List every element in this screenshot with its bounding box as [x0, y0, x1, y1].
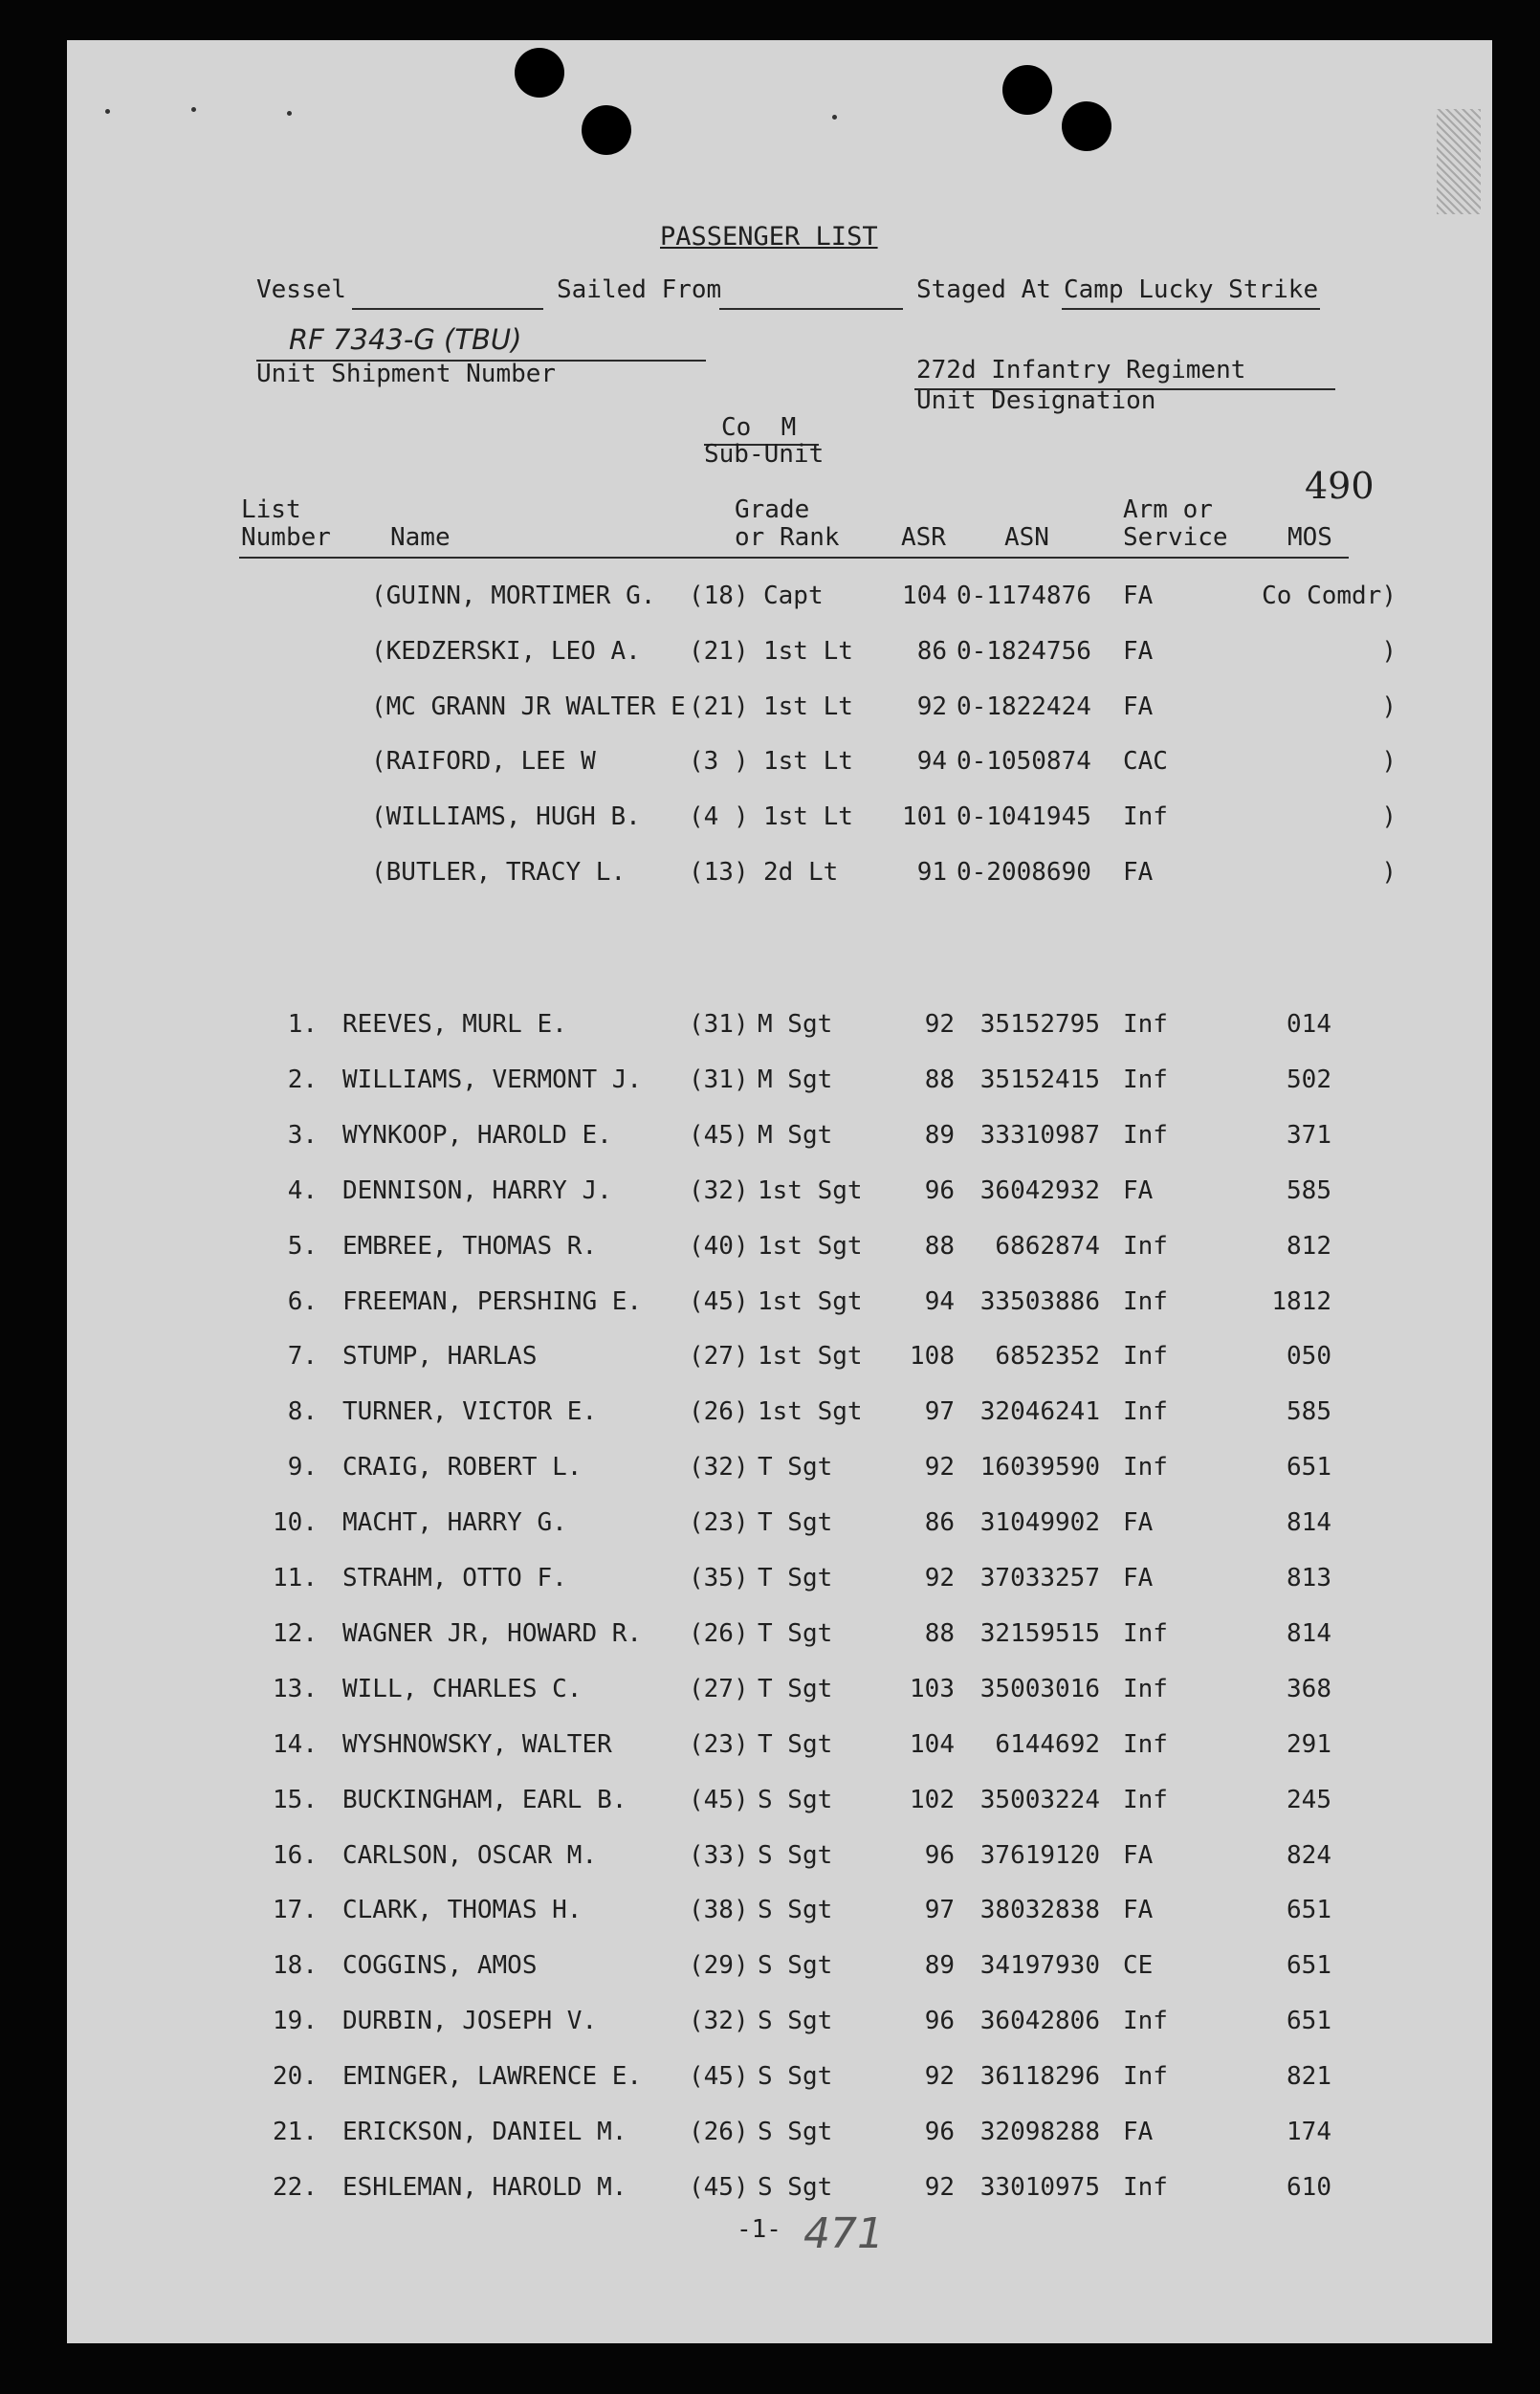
soldier-arm: CE [1123, 1951, 1154, 1981]
soldier-code: (45) [689, 1785, 749, 1814]
col-arm-line2: Service [1123, 523, 1228, 552]
officer-arm: Inf [1123, 802, 1168, 832]
enlisted-row [67, 1065, 1492, 1104]
soldier-arm: Inf [1123, 1120, 1168, 1150]
officer-asn: 0-1174876 [957, 582, 1091, 610]
soldier-asr: 88 [924, 1065, 955, 1094]
officer-note: ) [1381, 692, 1397, 721]
officer-name: (KEDZERSKI, LEO A. [371, 636, 641, 666]
col-mos: MOS [1287, 523, 1332, 552]
soldier-asn: 35152795 [979, 1010, 1100, 1039]
enlisted-row [67, 1121, 1492, 1159]
soldier-code: (27) [689, 1674, 749, 1703]
soldier-rank: T Sgt [758, 1674, 833, 1703]
soldier-mos: 651 [1287, 1453, 1331, 1483]
officer-rank: Capt [763, 582, 824, 610]
soldier-name: DURBIN, JOSEPH V. [342, 2007, 598, 2036]
enlisted-row [67, 1453, 1492, 1491]
officer-code: (4 ) [689, 802, 749, 832]
soldier-asn: 32098288 [979, 2118, 1100, 2146]
enlisted-row [67, 2173, 1492, 2211]
soldier-name: ERICKSON, DANIEL M. [342, 2118, 627, 2146]
officer-asn: 0-1822424 [957, 692, 1091, 721]
soldier-asn: 34197930 [979, 1951, 1100, 1981]
soldier-arm: FA [1123, 1840, 1154, 1870]
soldier-name: WILLIAMS, VERMONT J. [342, 1065, 643, 1094]
shipment-number-label: Unit Shipment Number [256, 360, 557, 388]
soldier-mos: 651 [1287, 1896, 1331, 1925]
soldier-asr: 96 [924, 2118, 955, 2146]
punch-hole [1062, 101, 1111, 151]
soldier-name: WYSHNOWSKY, WALTER [342, 1729, 612, 1759]
soldier-asn: 33310987 [979, 1120, 1100, 1150]
soldier-mos: 813 [1287, 1564, 1331, 1592]
soldier-arm: Inf [1123, 1785, 1168, 1814]
enlisted-row [67, 1564, 1492, 1602]
officer-asr: 91 [916, 858, 947, 887]
soldier-rank: 1st Sgt [758, 1342, 863, 1372]
list-number: 21. [273, 2118, 318, 2146]
officer-name: (BUTLER, TRACY L. [371, 858, 627, 887]
soldier-name: TURNER, VICTOR E. [342, 1397, 598, 1427]
officer-asn: 0-1041945 [957, 802, 1091, 832]
punch-hole [1002, 65, 1052, 115]
soldier-asn: 6862874 [995, 1231, 1100, 1261]
soldier-asr: 88 [924, 1231, 955, 1261]
officer-arm: CAC [1123, 747, 1168, 777]
soldier-rank: 1st Sgt [758, 1231, 863, 1261]
soldier-mos: 814 [1287, 1508, 1331, 1538]
soldier-arm: Inf [1123, 1729, 1168, 1759]
soldier-asn: 35152415 [979, 1065, 1100, 1094]
officer-note: ) [1381, 802, 1397, 832]
soldier-mos: 812 [1287, 1231, 1331, 1261]
soldier-rank: S Sgt [758, 2007, 833, 2036]
soldier-name: REEVES, MURL E. [342, 1010, 567, 1039]
soldier-rank: M Sgt [758, 1120, 833, 1150]
soldier-asn: 36042806 [979, 2007, 1100, 2036]
officer-name: (MC GRANN JR WALTER E [371, 692, 686, 721]
soldier-asr: 89 [924, 1951, 955, 1981]
officer-name: (RAIFORD, LEE W [371, 747, 596, 777]
officer-note: ) [1381, 747, 1397, 777]
soldier-mos: 651 [1287, 1951, 1331, 1981]
col-arm-line1: Arm or [1123, 495, 1213, 524]
col-asn: ASN [1004, 523, 1049, 552]
officer-arm: FA [1123, 858, 1154, 887]
soldier-code: (45) [689, 2062, 749, 2092]
officer-code: (13) [689, 858, 749, 887]
officer-asn: 0-1824756 [957, 636, 1091, 666]
staged-at-field-line [1062, 308, 1320, 310]
soldier-rank: S Sgt [758, 2062, 833, 2092]
soldier-asr: 108 [910, 1342, 955, 1372]
soldier-code: (29) [689, 1951, 749, 1981]
soldier-arm: Inf [1123, 1453, 1168, 1483]
soldier-arm: Inf [1123, 2007, 1168, 2036]
officer-note: ) [1381, 858, 1397, 887]
soldier-asn: 38032838 [979, 1896, 1100, 1925]
list-number: 6. [287, 1286, 318, 1316]
soldier-asn: 37619120 [979, 1840, 1100, 1870]
soldier-asn: 36042932 [979, 1175, 1100, 1205]
soldier-arm: FA [1123, 2118, 1154, 2146]
soldier-asn: 35003016 [979, 1674, 1100, 1703]
soldier-arm: Inf [1123, 1397, 1168, 1427]
officer-row [67, 637, 1492, 675]
soldier-asn: 33010975 [979, 2172, 1100, 2202]
soldier-mos: 368 [1287, 1674, 1331, 1703]
soldier-asr: 102 [910, 1785, 955, 1814]
soldier-name: FREEMAN, PERSHING E. [342, 1286, 643, 1316]
soldier-code: (32) [689, 2007, 749, 2036]
shipment-number-value: RF 7343-G (TBU) [289, 323, 522, 356]
soldier-rank: T Sgt [758, 1453, 833, 1483]
officer-asr: 94 [916, 747, 947, 777]
soldier-mos: 014 [1287, 1010, 1331, 1039]
list-number: 15. [273, 1785, 318, 1814]
list-number: 19. [273, 2007, 318, 2036]
officer-code: (21) [689, 636, 749, 666]
officer-asr: 86 [916, 636, 947, 666]
officer-row [67, 802, 1492, 841]
col-list-line2: Number [241, 523, 331, 552]
soldier-arm: FA [1123, 1508, 1154, 1538]
officer-arm: FA [1123, 636, 1154, 666]
soldier-code: (33) [689, 1840, 749, 1870]
soldier-rank: 1st Sgt [758, 1175, 863, 1205]
soldier-arm: Inf [1123, 1010, 1168, 1039]
soldier-asn: 16039590 [979, 1453, 1100, 1483]
soldier-name: COGGINS, AMOS [342, 1951, 538, 1981]
soldier-asr: 97 [924, 1896, 955, 1925]
officer-asr: 101 [902, 802, 947, 832]
list-number: 1. [287, 1010, 318, 1039]
soldier-asn: 32046241 [979, 1397, 1100, 1427]
soldier-asn: 37033257 [979, 1564, 1100, 1592]
soldier-arm: Inf [1123, 2172, 1168, 2202]
soldier-mos: 651 [1287, 2007, 1331, 2036]
soldier-mos: 174 [1287, 2118, 1331, 2146]
list-number: 9. [287, 1453, 318, 1483]
soldier-mos: 502 [1287, 1065, 1331, 1094]
speck [105, 109, 110, 114]
soldier-code: (26) [689, 2118, 749, 2146]
header-rule [239, 557, 1349, 559]
soldier-rank: M Sgt [758, 1010, 833, 1039]
list-number: 18. [273, 1951, 318, 1981]
soldier-code: (45) [689, 1120, 749, 1150]
soldier-mos: 1812 [1271, 1286, 1331, 1316]
speck [832, 115, 837, 120]
soldier-asr: 104 [910, 1729, 955, 1759]
page-number: -1- [737, 2215, 781, 2244]
col-grade-line1: Grade [735, 495, 810, 524]
list-number: 5. [287, 1231, 318, 1261]
enlisted-row [67, 1397, 1492, 1436]
officer-row [67, 582, 1492, 620]
soldier-code: (23) [689, 1729, 749, 1759]
unit-designation-value: 272d Infantry Regiment [916, 356, 1246, 384]
list-number: 14. [273, 1729, 318, 1759]
soldier-code: (32) [689, 1175, 749, 1205]
soldier-code: (32) [689, 1453, 749, 1483]
officer-asr: 92 [916, 692, 947, 721]
handwritten-number: 471 [803, 2209, 884, 2258]
officer-arm: FA [1123, 692, 1154, 721]
soldier-name: CARLSON, OSCAR M. [342, 1840, 598, 1870]
soldier-name: DENNISON, HARRY J. [342, 1175, 612, 1205]
enlisted-row [67, 1786, 1492, 1824]
soldier-asr: 89 [924, 1120, 955, 1150]
list-number: 2. [287, 1065, 318, 1094]
enlisted-row [67, 1896, 1492, 1934]
soldier-rank: S Sgt [758, 1896, 833, 1925]
soldier-asr: 92 [924, 2172, 955, 2202]
staged-at-value: Camp Lucky Strike [1064, 275, 1319, 304]
officer-rank: 1st Lt [763, 636, 853, 666]
enlisted-row [67, 1508, 1492, 1547]
soldier-arm: Inf [1123, 1231, 1168, 1261]
soldier-mos: 050 [1287, 1342, 1331, 1372]
vessel-label: Vessel [256, 275, 346, 304]
soldier-arm: FA [1123, 1564, 1154, 1592]
soldier-asr: 97 [924, 1397, 955, 1427]
unit-designation-label: Unit Designation [916, 386, 1156, 415]
officer-code: (18) [689, 582, 749, 610]
soldier-rank: M Sgt [758, 1065, 833, 1094]
enlisted-row [67, 2118, 1492, 2156]
officer-row [67, 692, 1492, 731]
soldier-code: (35) [689, 1564, 749, 1592]
soldier-name: STUMP, HARLAS [342, 1342, 538, 1372]
officer-code: (3 ) [689, 747, 749, 777]
soldier-code: (23) [689, 1508, 749, 1538]
soldier-code: (38) [689, 1896, 749, 1925]
list-number: 22. [273, 2172, 318, 2202]
officer-rank: 1st Lt [763, 802, 853, 832]
soldier-code: (27) [689, 1342, 749, 1372]
officer-arm: FA [1123, 582, 1154, 610]
soldier-asr: 96 [924, 1840, 955, 1870]
soldier-mos: 821 [1287, 2062, 1331, 2092]
soldier-asr: 88 [924, 1618, 955, 1648]
punch-hole [582, 105, 631, 155]
vessel-field-line [352, 308, 543, 310]
sailed-from-label: Sailed From [557, 275, 722, 304]
stamp-number: 490 [1305, 465, 1375, 507]
soldier-asn: 6852352 [995, 1342, 1100, 1372]
staged-at-label: Staged At [916, 275, 1051, 304]
soldier-code: (40) [689, 1231, 749, 1261]
sub-unit-value: Co M [721, 413, 797, 442]
enlisted-row [67, 1951, 1492, 1989]
sailed-from-field-line [719, 308, 903, 310]
list-number: 7. [287, 1342, 318, 1372]
officer-asn: 0-1050874 [957, 747, 1091, 777]
enlisted-row [67, 1287, 1492, 1326]
list-number: 17. [273, 1896, 318, 1925]
soldier-rank: 1st Sgt [758, 1286, 863, 1316]
soldier-asr: 96 [924, 1175, 955, 1205]
officer-asr: 104 [902, 582, 947, 610]
soldier-name: WAGNER JR, HOWARD R. [342, 1618, 643, 1648]
soldier-mos: 585 [1287, 1175, 1331, 1205]
list-number: 8. [287, 1397, 318, 1427]
soldier-arm: Inf [1123, 1342, 1168, 1372]
soldier-rank: S Sgt [758, 2172, 833, 2202]
enlisted-row [67, 1232, 1492, 1270]
list-number: 3. [287, 1120, 318, 1150]
punch-hole [515, 48, 564, 98]
soldier-arm: Inf [1123, 1065, 1168, 1094]
soldier-name: WYNKOOP, HAROLD E. [342, 1120, 612, 1150]
soldier-rank: 1st Sgt [758, 1397, 863, 1427]
speck [191, 107, 196, 112]
officer-code: (21) [689, 692, 749, 721]
officer-rank: 1st Lt [763, 692, 853, 721]
soldier-code: (26) [689, 1397, 749, 1427]
soldier-arm: Inf [1123, 1286, 1168, 1316]
soldier-mos: 371 [1287, 1120, 1331, 1150]
officer-note: Co Comdr) [1262, 582, 1397, 610]
soldier-code: (26) [689, 1618, 749, 1648]
soldier-rank: T Sgt [758, 1564, 833, 1592]
soldier-name: ESHLEMAN, HAROLD M. [342, 2172, 627, 2202]
col-grade-line2: or Rank [735, 523, 840, 552]
soldier-code: (31) [689, 1010, 749, 1039]
list-number: 10. [273, 1508, 318, 1538]
enlisted-row [67, 1675, 1492, 1713]
soldier-asr: 96 [924, 2007, 955, 2036]
soldier-asr: 94 [924, 1286, 955, 1316]
soldier-asn: 32159515 [979, 1618, 1100, 1648]
col-name: Name [390, 523, 451, 552]
soldier-asr: 92 [924, 2062, 955, 2092]
document-page [67, 40, 1492, 2343]
list-number: 12. [273, 1618, 318, 1648]
officer-name: (GUINN, MORTIMER G. [371, 582, 656, 610]
soldier-name: CRAIG, ROBERT L. [342, 1453, 583, 1483]
soldier-rank: S Sgt [758, 2118, 833, 2146]
soldier-code: (45) [689, 2172, 749, 2202]
soldier-arm: FA [1123, 1175, 1154, 1205]
soldier-mos: 814 [1287, 1618, 1331, 1648]
soldier-name: STRAHM, OTTO F. [342, 1564, 567, 1592]
soldier-name: EMINGER, LAWRENCE E. [342, 2062, 643, 2092]
list-number: 20. [273, 2062, 318, 2092]
soldier-mos: 824 [1287, 1840, 1331, 1870]
soldier-name: CLARK, THOMAS H. [342, 1896, 583, 1925]
soldier-rank: S Sgt [758, 1951, 833, 1981]
col-list-line1: List [241, 495, 301, 524]
soldier-asn: 35003224 [979, 1785, 1100, 1814]
soldier-code: (31) [689, 1065, 749, 1094]
soldier-code: (45) [689, 1286, 749, 1316]
soldier-arm: Inf [1123, 2062, 1168, 2092]
officer-row [67, 747, 1492, 785]
enlisted-row [67, 1010, 1492, 1048]
enlisted-row [67, 1619, 1492, 1658]
soldier-asn: 36118296 [979, 2062, 1100, 2092]
soldier-arm: Inf [1123, 1618, 1168, 1648]
page-title: PASSENGER LIST [660, 222, 878, 252]
soldier-rank: T Sgt [758, 1618, 833, 1648]
enlisted-row [67, 1342, 1492, 1380]
soldier-asr: 92 [924, 1010, 955, 1039]
list-number: 16. [273, 1840, 318, 1870]
soldier-name: WILL, CHARLES C. [342, 1674, 583, 1703]
list-number: 11. [273, 1564, 318, 1592]
soldier-name: EMBREE, THOMAS R. [342, 1231, 598, 1261]
soldier-asr: 92 [924, 1564, 955, 1592]
soldier-name: BUCKINGHAM, EARL B. [342, 1785, 627, 1814]
enlisted-row [67, 2007, 1492, 2045]
soldier-asr: 103 [910, 1674, 955, 1703]
officer-asn: 0-2008690 [957, 858, 1091, 887]
list-number: 13. [273, 1674, 318, 1703]
soldier-asn: 33503886 [979, 1286, 1100, 1316]
enlisted-row [67, 1730, 1492, 1768]
soldier-mos: 291 [1287, 1729, 1331, 1759]
soldier-name: MACHT, HARRY G. [342, 1508, 567, 1538]
enlisted-row [67, 1176, 1492, 1215]
soldier-mos: 610 [1287, 2172, 1331, 2202]
soldier-arm: FA [1123, 1896, 1154, 1925]
officer-row [67, 858, 1492, 896]
scan-noise [1437, 109, 1481, 214]
soldier-asn: 31049902 [979, 1508, 1100, 1538]
enlisted-row [67, 2062, 1492, 2100]
col-asr: ASR [901, 523, 946, 552]
speck [287, 111, 292, 116]
soldier-asr: 86 [924, 1508, 955, 1538]
soldier-asr: 92 [924, 1453, 955, 1483]
soldier-rank: T Sgt [758, 1729, 833, 1759]
officer-rank: 1st Lt [763, 747, 853, 777]
soldier-asn: 6144692 [995, 1729, 1100, 1759]
sub-unit-label: Sub-Unit [704, 440, 825, 469]
soldier-rank: S Sgt [758, 1840, 833, 1870]
soldier-mos: 245 [1287, 1785, 1331, 1814]
enlisted-row [67, 1841, 1492, 1879]
officer-name: (WILLIAMS, HUGH B. [371, 802, 641, 832]
officer-rank: 2d Lt [763, 858, 839, 887]
soldier-arm: Inf [1123, 1674, 1168, 1703]
soldier-rank: S Sgt [758, 1785, 833, 1814]
list-number: 4. [287, 1175, 318, 1205]
officer-note: ) [1381, 636, 1397, 666]
soldier-rank: T Sgt [758, 1508, 833, 1538]
soldier-mos: 585 [1287, 1397, 1331, 1427]
